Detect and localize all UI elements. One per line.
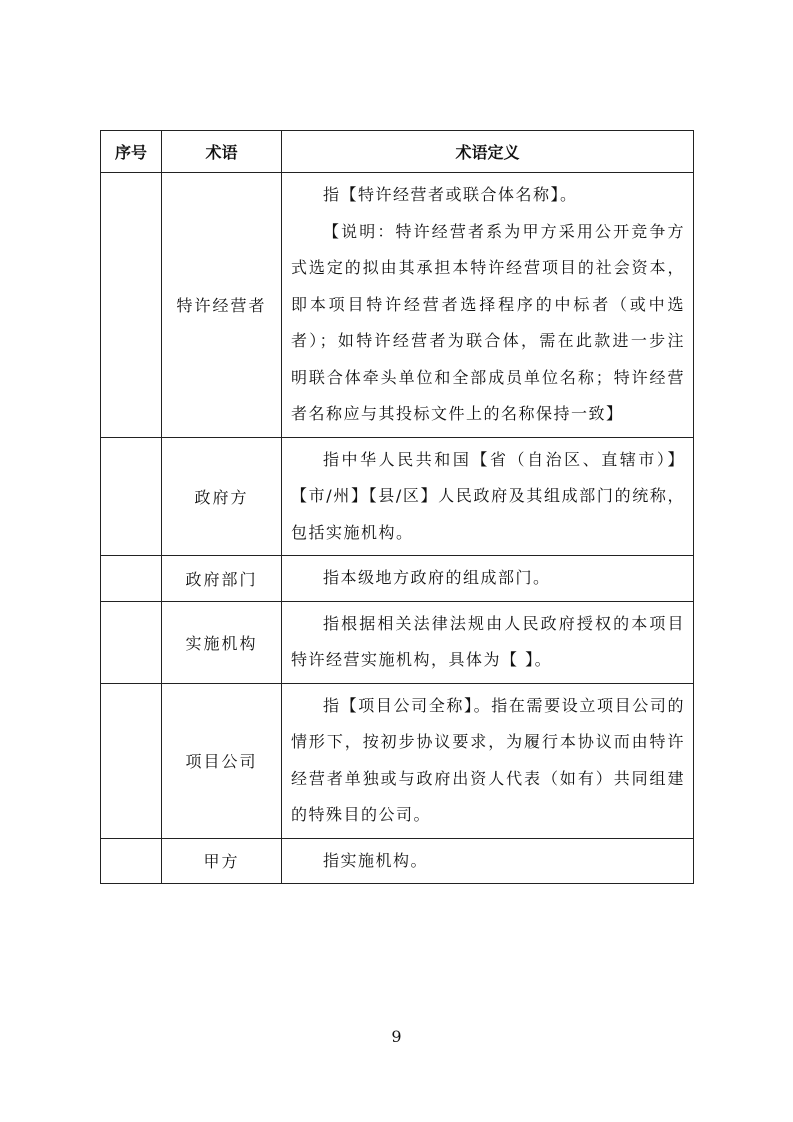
row-term: 实施机构 <box>162 601 282 683</box>
row-seq <box>101 838 162 884</box>
terms-table <box>100 130 694 884</box>
table-row <box>101 437 694 556</box>
row-term: 项目公司 <box>162 683 282 838</box>
header-term: 术语 <box>162 131 282 173</box>
definition-paragraph: 指中华人民共和国【省（自治区、直辖市）】【市/州】【县/区】人民政府及其组成部门的统称，包括实施机构。 <box>291 449 685 542</box>
row-seq <box>101 601 162 683</box>
row-term: 特许经营者 <box>162 173 282 438</box>
header-seq: 序号 <box>101 131 162 173</box>
definition-paragraph: 指【特许经营者或联合体名称】。 <box>323 185 578 204</box>
row-seq <box>101 437 162 556</box>
table-row <box>101 601 694 683</box>
row-seq <box>101 683 162 838</box>
definition-paragraph: 指本级地方政府的组成部门。 <box>323 568 551 587</box>
table-header-row <box>101 131 694 173</box>
table-row <box>101 556 694 602</box>
header-definition: 术语定义 <box>282 131 694 173</box>
row-seq <box>101 173 162 438</box>
table-row <box>101 683 694 838</box>
row-term: 甲方 <box>162 838 282 884</box>
row-definition <box>282 437 694 556</box>
definition-paragraph: 指【项目公司全称】。指在需要设立项目公司的情形下，按初步协议要求，为履行本协议而由特许经营者单独或与政府出资人代表（如有）共同组建的特殊目的公司。 <box>291 695 685 824</box>
row-definition <box>282 601 694 683</box>
definition-paragraph: 指实施机构。 <box>323 850 429 870</box>
definition-note: 【说明：特许经营者系为甲方采用公开竞争方式选定的拟由其承担本特许经营项目的社会资本，即本项目特许经营者选择程序的中标者（或中选者）；如特许经营者为联合体，需在此款进一步注明联合体牵头单位和全部成员单位名称；特许经营者名称应与其投标文件上的名称保持一致】 <box>291 221 685 423</box>
row-seq <box>101 556 162 602</box>
row-definition <box>282 683 694 838</box>
row-definition <box>282 173 694 438</box>
row-definition <box>282 556 694 602</box>
row-definition <box>282 838 694 884</box>
row-term: 政府部门 <box>162 556 282 602</box>
table-row <box>101 838 694 884</box>
page-number: 9 <box>391 1027 402 1046</box>
definition-paragraph: 指根据相关法律法规由人民政府授权的本项目特许经营实施机构，具体为【 】。 <box>291 613 685 669</box>
row-term: 政府方 <box>162 437 282 556</box>
table-row <box>101 173 694 438</box>
